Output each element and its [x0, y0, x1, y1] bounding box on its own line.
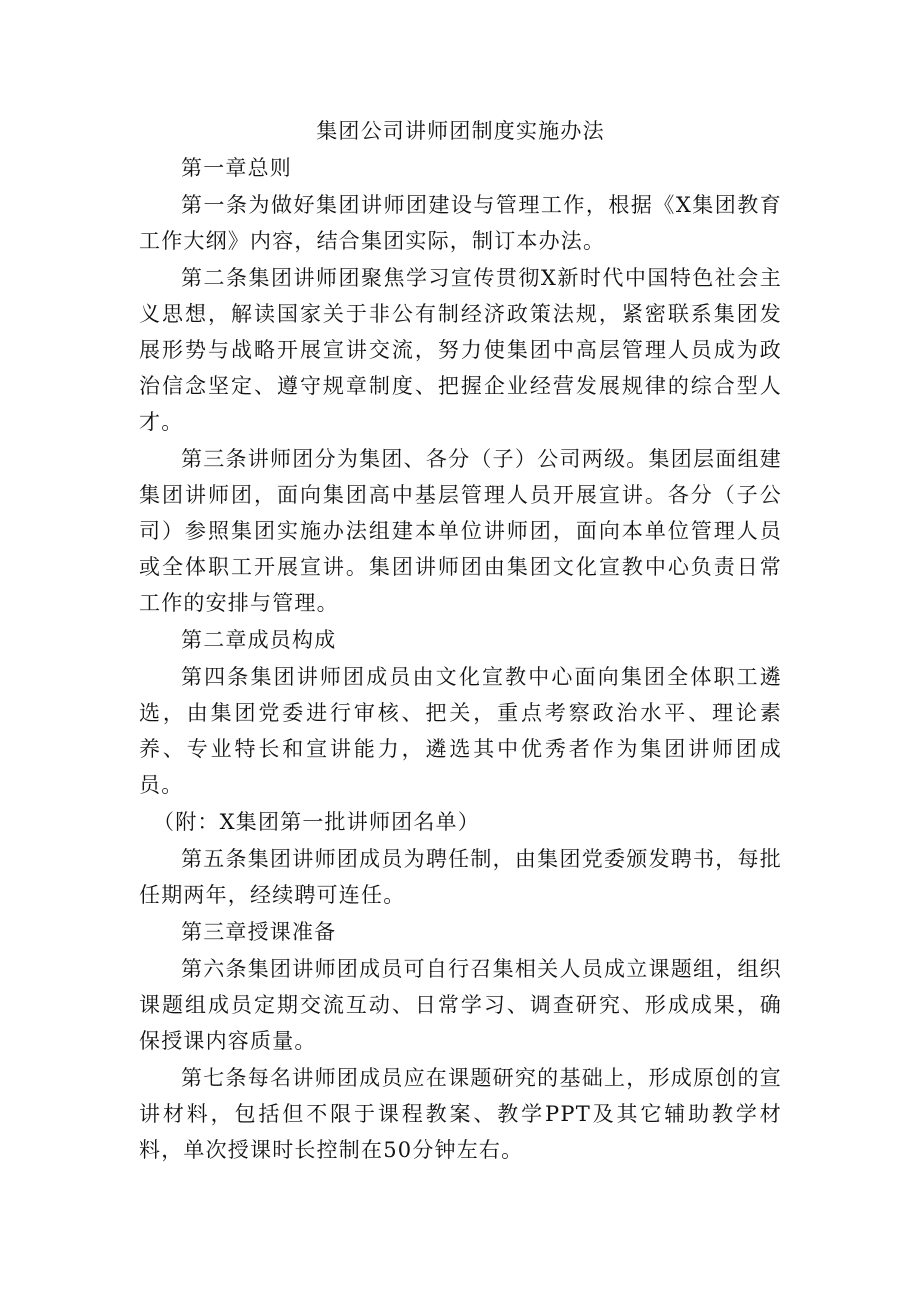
- chapter-heading-1: 第一章总则: [181, 156, 292, 180]
- chapter-heading-2: 第二章成员构成: [181, 628, 337, 652]
- article-4: 第四条集团讲师团成员由文化宣教中心面向集团全体职工遴选，由集团党委进行审核、把关，重点考察政治水平、理论素养、专业特长和宣讲能力，遴选其中优秀者作为集团讲师团成员。: [139, 665, 782, 797]
- article-2: 第二条集团讲师团聚焦学习宣传贯彻X新时代中国特色社会主义思想，解读国家关于非公有制经济政策法规，紧密联系集团发展形势与战略开展宣讲交流，努力使集团中高层管理人员成为政治信念坚定、遵守规章制度、把握企业经营发展规律的综合型人才。: [139, 266, 782, 434]
- article-6: 第六条集团讲师团成员可自行召集相关人员成立课题组，组织课题组成员定期交流互动、日常学习、调查研究、形成成果，确保授课内容质量。: [139, 957, 782, 1053]
- article-7: 第七条每名讲师团成员应在课题研究的基础上，形成原创的宣讲材料，包括但不限于课程教案、教学PPT及其它辅助教学材料，单次授课时长控制在50分钟左右。: [139, 1066, 782, 1162]
- article-5: 第五条集团讲师团成员为聘任制，由集团党委颁发聘书，每批任期两年，经续聘可连任。: [139, 847, 782, 907]
- article-3: 第三条讲师团分为集团、各分（子）公司两级。集团层面组建集团讲师团，面向集团高中基层管理人员开展宣讲。各分（子公司）参照集团实施办法组建本单位讲师团，面向本单位管理人员或全体职工开展宣讲。集团讲师团由集团文化宣教中心负责日常工作的安排与管理。: [139, 447, 782, 615]
- attachment-note: （附：X集团第一批讲师团名单）: [153, 810, 480, 834]
- article-1: 第一条为做好集团讲师团建设与管理工作，根据《X集团教育工作大纲》内容，结合集团实际，制订本办法。: [139, 193, 782, 253]
- document-title: 集团公司讲师团制度实施办法: [316, 119, 605, 143]
- document-body: [139, 113, 782, 1169]
- chapter-heading-3: 第三章授课准备: [181, 920, 337, 944]
